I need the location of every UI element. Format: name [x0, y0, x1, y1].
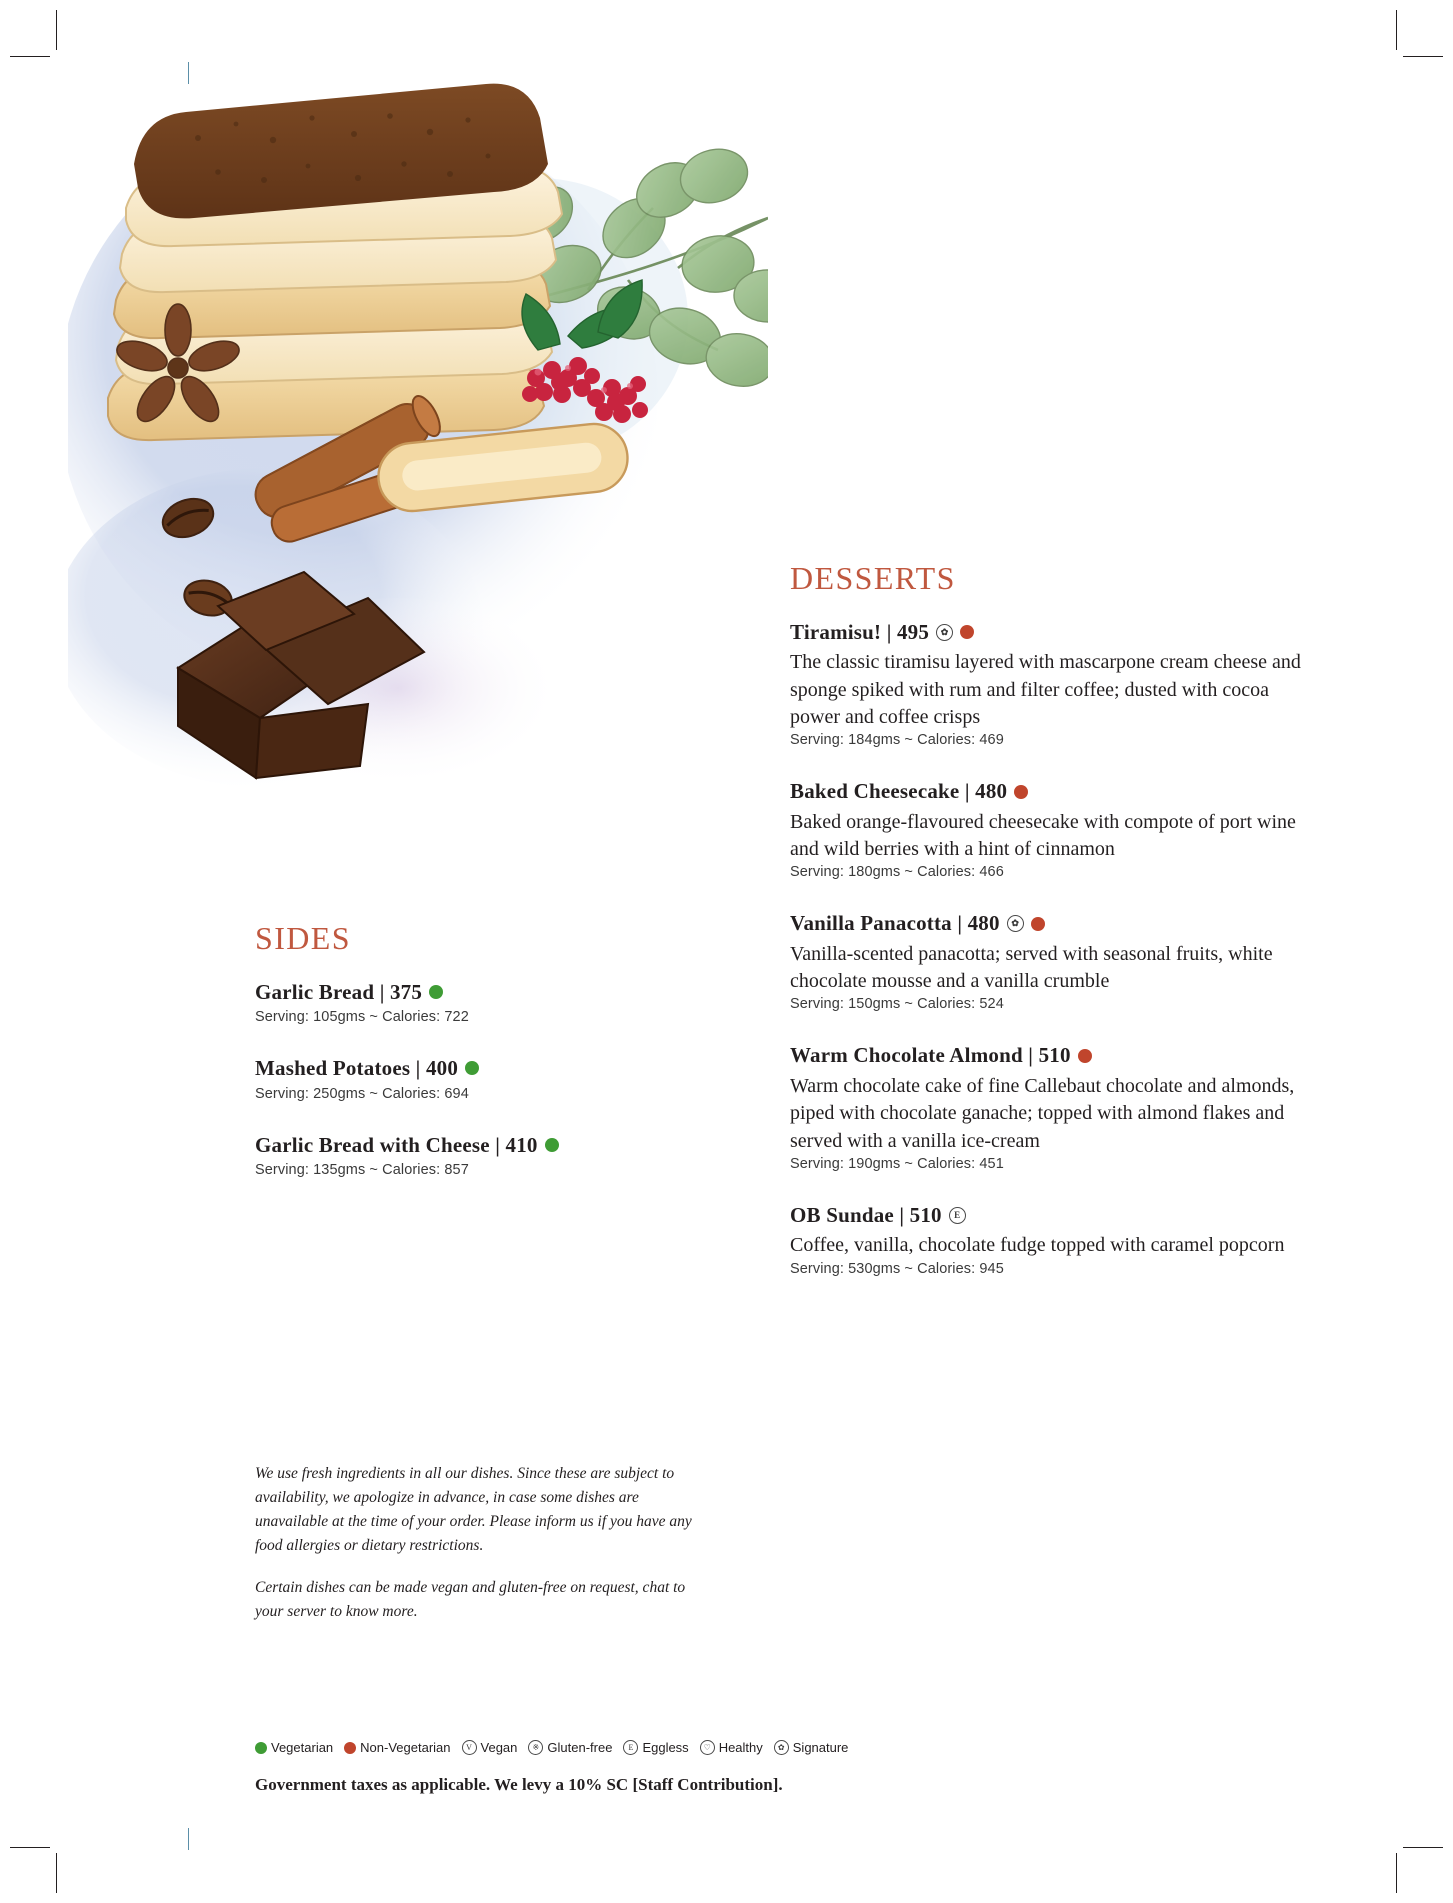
- desserts-section: [790, 560, 1310, 1307]
- menu-item-description: The classic tiramisu layered with mascarpone cream cheese and sponge spiked with rum and filter coffee; dusted with cocoa power and coffee crisps: [790, 651, 1301, 729]
- menu-item: [790, 1202, 1310, 1277]
- menu-item-name-row: [790, 1042, 1310, 1068]
- menu-item-meta: Serving: 190gms ~ Calories: 451: [790, 1155, 1004, 1172]
- legend-item-healthy: [700, 1740, 763, 1755]
- signature-icon: ✿: [936, 624, 953, 641]
- vegetarian-icon: [545, 1138, 559, 1152]
- legend-item-signature: [774, 1740, 849, 1755]
- gluten-free-icon: ※: [528, 1740, 543, 1755]
- healthy-icon: ♡: [700, 1740, 715, 1755]
- menu-item-name: Garlic Bread with Cheese | 410: [255, 1132, 538, 1157]
- menu-item-meta: Serving: 105gms ~ Calories: 722: [255, 1009, 469, 1026]
- non-vegetarian-icon: [1014, 785, 1028, 799]
- signature-icon: ✿: [774, 1740, 789, 1755]
- menu-item-name-row: [255, 1132, 725, 1158]
- crop-mark: [1396, 10, 1397, 50]
- non-vegetarian-icon: [1031, 917, 1045, 931]
- crop-mark: [10, 56, 50, 57]
- crop-mark: [1403, 56, 1443, 57]
- vegetarian-icon: [255, 1742, 267, 1754]
- legend: [255, 1740, 1205, 1755]
- non-vegetarian-icon: [344, 1742, 356, 1754]
- menu-item-name-row: [255, 979, 725, 1005]
- non-vegetarian-icon: [960, 625, 974, 639]
- menu-item-name-row: [790, 1202, 1310, 1228]
- sides-title: SIDES: [255, 920, 351, 956]
- disclaimer: [255, 1462, 715, 1642]
- legend-item-eggless: [623, 1740, 688, 1755]
- sides-section: [255, 920, 725, 1208]
- menu-item-description: Baked orange-flavoured cheesecake with compote of port wine and wild berries with a hint of cinnamon: [790, 810, 1296, 861]
- bleed-mark: [188, 1828, 189, 1850]
- legend-label: Healthy: [718, 1740, 763, 1755]
- legend-item-non-vegetarian: [344, 1740, 450, 1755]
- dessert-illustration: [68, 68, 768, 828]
- legend-item-vegetarian: [255, 1740, 333, 1755]
- menu-item-meta: Serving: 135gms ~ Calories: 857: [255, 1161, 469, 1178]
- tax-note: Government taxes as applicable. We levy a 10% SC [Staff Contribution].: [255, 1775, 783, 1794]
- legend-item-gluten-free: [528, 1740, 612, 1755]
- eggless-icon: E: [949, 1207, 966, 1224]
- signature-icon: ✿: [1007, 915, 1024, 932]
- menu-item-description: Coffee, vanilla, chocolate fudge topped with caramel popcorn: [790, 1234, 1285, 1257]
- menu-item-name: OB Sundae | 510: [790, 1202, 942, 1227]
- menu-item-name-row: [790, 778, 1310, 804]
- eggless-icon: E: [623, 1740, 638, 1755]
- legend-label: Vegetarian: [271, 1740, 334, 1755]
- menu-item-name: Mashed Potatoes | 400: [255, 1056, 459, 1081]
- menu-item-name: Vanilla Panacotta | 480: [790, 911, 1000, 936]
- menu-item-name: Tiramisu! | 495: [790, 620, 930, 644]
- menu-item-description: Vanilla-scented panacotta; served with seasonal fruits, white chocolate mousse and a vanilla crumble: [790, 942, 1273, 993]
- menu-item-name: Warm Chocolate Almond | 510: [790, 1043, 1071, 1068]
- disclaimer-paragraph-2: Certain dishes can be made vegan and gluten-free on request, chat to your server to know more.: [255, 1579, 686, 1621]
- legend-label: Non-Vegetarian: [360, 1740, 451, 1755]
- legend-label: Gluten-free: [547, 1740, 613, 1755]
- menu-item-meta: Serving: 250gms ~ Calories: 694: [255, 1085, 469, 1102]
- menu-item: [790, 910, 1310, 1012]
- menu-item-name: Baked Cheesecake | 480: [790, 779, 1008, 804]
- legend-item-vegan: [462, 1740, 518, 1755]
- disclaimer-paragraph-1: We use fresh ingredients in all our dishes. Since these are subject to availability, we apologize in advance, in case some dishes are unavailable at the time of your order. Please inform us if you have any food allergies or dietary restrictions.: [255, 1465, 692, 1555]
- menu-item-meta: Serving: 184gms ~ Calories: 469: [790, 732, 1004, 749]
- menu-item-meta: Serving: 530gms ~ Calories: 945: [790, 1260, 1004, 1277]
- crop-mark: [56, 10, 57, 50]
- menu-item-meta: Serving: 180gms ~ Calories: 466: [790, 864, 1004, 881]
- vegan-icon: V: [462, 1740, 477, 1755]
- crop-mark: [1396, 1853, 1397, 1893]
- legend-label: Signature: [792, 1740, 849, 1755]
- legend-label: Eggless: [642, 1740, 689, 1755]
- menu-item: [255, 979, 725, 1025]
- crop-mark: [10, 1847, 50, 1848]
- vegetarian-icon: [465, 1061, 479, 1075]
- menu-item-name-row: [790, 910, 1310, 936]
- vegetarian-icon: [429, 985, 443, 999]
- menu-item-name: Garlic Bread | 375: [255, 980, 423, 1004]
- menu-item: [790, 1042, 1310, 1171]
- menu-item-name-row: [790, 619, 1310, 645]
- menu-item: [790, 778, 1310, 880]
- menu-item: [255, 1132, 725, 1178]
- menu-item: [255, 1055, 725, 1101]
- desserts-title: DESSERTS: [790, 560, 956, 596]
- menu-item-name-row: [255, 1055, 725, 1081]
- menu-item-meta: Serving: 150gms ~ Calories: 524: [790, 996, 1004, 1013]
- crop-mark: [1403, 1847, 1443, 1848]
- menu-item-description: Warm chocolate cake of fine Callebaut chocolate and almonds, piped with chocolate ganache; topped with almond flakes and served with a vanilla ice-cream: [790, 1074, 1295, 1152]
- non-vegetarian-icon: [1078, 1049, 1092, 1063]
- legend-label: Vegan: [480, 1740, 518, 1755]
- crop-mark: [56, 1853, 57, 1893]
- menu-item: [790, 619, 1310, 748]
